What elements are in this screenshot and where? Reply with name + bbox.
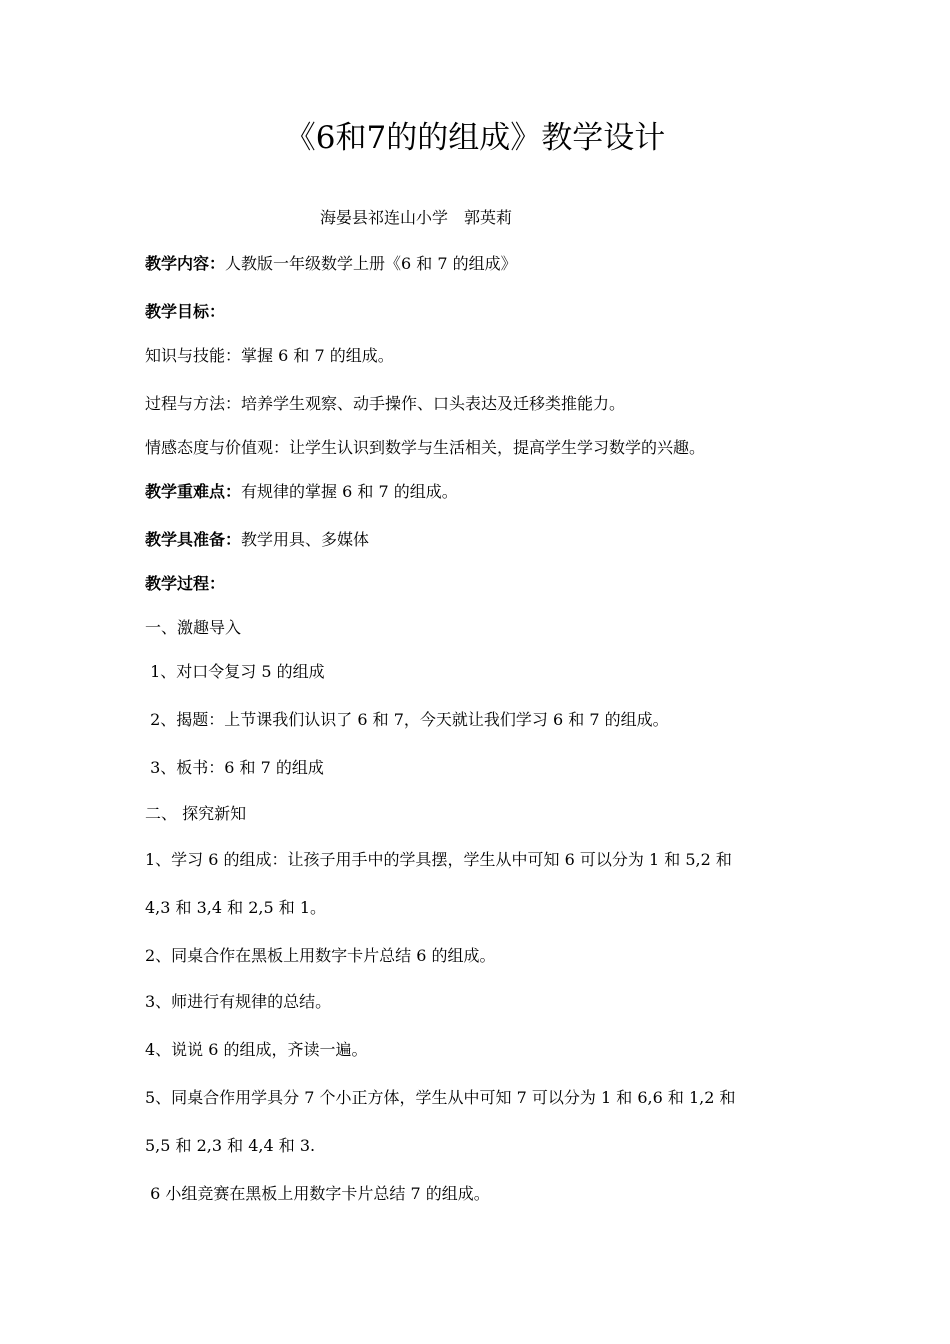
teaching-content-text: 人教版一年级数学上册《6 和 7 的组成》 — [225, 254, 517, 273]
list-item: 4,3 和 3,4 和 2,5 和 1。 — [145, 898, 327, 917]
key-points-label: 教学重难点： — [145, 482, 242, 501]
section-heading: 一、激趣导入 — [145, 618, 242, 637]
list-item: 6 小组竞赛在黑板上用数字卡片总结 7 的组成。 — [145, 1184, 490, 1203]
list-item: 4、说说 6 的组成，齐读一遍。 — [145, 1040, 368, 1059]
list-item: 3、师进行有规律的总结。 — [145, 992, 332, 1011]
page-title: 《6和7的的组成》教学设计 — [284, 120, 666, 156]
teaching-prep-text: 教学用具、多媒体 — [241, 530, 370, 549]
list-item: 5、同桌合作用学具分 7 个小正方体，学生从中可知 7 可以分为 1 和 6,6 和 1,2 和 — [145, 1088, 736, 1107]
list-item: 2、同桌合作在黑板上用数字卡片总结 6 的组成。 — [145, 946, 496, 965]
goal-item: 知识与技能：掌握 6 和 7 的组成。 — [145, 346, 394, 365]
section-heading: 二、 探究新知 — [145, 804, 247, 823]
list-item: 1、对口令复习 5 的组成 — [145, 662, 325, 681]
key-points — [145, 480, 458, 504]
list-item: 3、板书：6 和 7 的组成 — [145, 758, 324, 777]
key-points-text: 有规律的掌握 6 和 7 的组成。 — [241, 482, 458, 501]
list-item: 1、学习 6 的组成：让孩子用手中的学具摆，学生从中可知 6 可以分为 1 和 5,2 和 — [145, 850, 732, 869]
teaching-process-label: 教学过程： — [145, 574, 226, 593]
list-item: 2、揭题：上节课我们认识了 6 和 7，今天就让我们学习 6 和 7 的组成。 — [145, 710, 669, 729]
goal-item: 过程与方法：培养学生观察、动手操作、口头表达及迁移类推能力。 — [145, 394, 626, 413]
teaching-content — [145, 252, 517, 276]
list-item: 5,5 和 2,3 和 4,4 和 3. — [145, 1136, 316, 1155]
teaching-goals-label: 教学目标： — [145, 302, 226, 321]
goal-item: 情感态度与价值观：让学生认识到数学与生活相关，提高学生学习数学的兴趣。 — [145, 438, 706, 457]
author-line: 海晏县祁连山小学 郭英莉 — [320, 208, 513, 227]
teaching-content-label: 教学内容： — [145, 254, 226, 273]
teaching-prep-label: 教学具准备： — [145, 530, 242, 549]
teaching-prep — [145, 528, 369, 552]
